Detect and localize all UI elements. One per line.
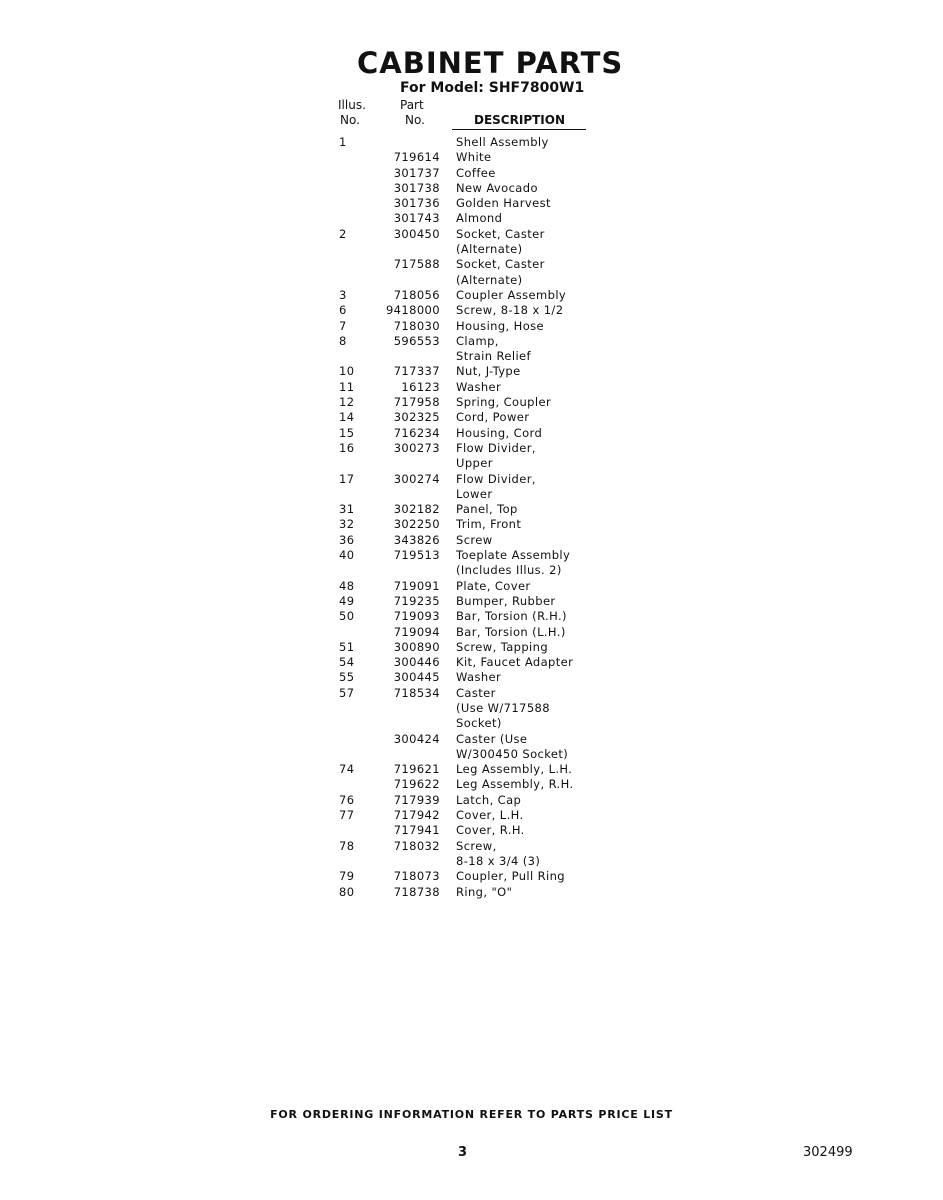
- document-number: 302499: [803, 1145, 853, 1160]
- illus-number: 50: [339, 609, 355, 624]
- table-row: [336, 303, 596, 318]
- part-description: Screw, 8-18 x 1/2: [456, 303, 564, 318]
- part-description: Leg Assembly, L.H.: [456, 762, 573, 777]
- illus-number: [336, 625, 378, 640]
- part-number: [378, 135, 440, 150]
- table-row: [336, 579, 596, 594]
- table-row: [336, 196, 596, 211]
- part-header-bottom: No.: [405, 113, 425, 127]
- part-description: Flow Divider,: [456, 440, 536, 455]
- illus-number: 76: [339, 792, 355, 807]
- part-number: 300445: [393, 670, 440, 685]
- part-number: 16123: [401, 379, 440, 394]
- part-number: 718534: [393, 685, 440, 700]
- table-row: [336, 808, 596, 823]
- part-description: Upper: [456, 456, 493, 471]
- illus-number: 16: [339, 440, 355, 455]
- part-number: 301738: [393, 180, 440, 195]
- illus-number: 49: [339, 593, 355, 608]
- illus-number: [336, 732, 378, 747]
- part-number: 718032: [393, 838, 440, 853]
- illus-number: 7: [339, 318, 347, 333]
- part-number: 718056: [393, 287, 440, 302]
- part-number: 719513: [393, 548, 440, 563]
- illus-number: 36: [339, 532, 355, 547]
- part-number: 300274: [393, 471, 440, 486]
- illus-number: 12: [339, 395, 355, 410]
- part-description: W/300450 Socket): [456, 746, 569, 761]
- table-row: [336, 823, 596, 838]
- table-row: [336, 211, 596, 226]
- table-row: [336, 456, 596, 471]
- part-number: 301743: [393, 211, 440, 226]
- table-row: [336, 472, 596, 487]
- part-number: [378, 747, 440, 762]
- table-row: [336, 716, 596, 731]
- part-description: Caster: [456, 685, 496, 700]
- header-rule: [452, 129, 586, 130]
- illus-number: [336, 747, 378, 762]
- part-number: 717337: [393, 364, 440, 379]
- part-number: 716234: [393, 425, 440, 440]
- part-description: Kit, Faucet Adapter: [456, 655, 574, 670]
- table-row: [336, 273, 596, 288]
- part-number: 302182: [393, 502, 440, 517]
- illus-number: 57: [339, 685, 355, 700]
- illus-number: 78: [339, 838, 355, 853]
- table-row: [336, 502, 596, 517]
- part-number: [378, 273, 440, 288]
- part-description: Plate, Cover: [456, 578, 531, 593]
- part-description: Coffee: [456, 165, 496, 180]
- illus-number: 15: [339, 425, 355, 440]
- part-description: (Includes Illus. 2): [456, 563, 562, 578]
- illus-number: 80: [339, 884, 355, 899]
- part-number: [378, 716, 440, 731]
- illus-number: [336, 196, 378, 211]
- part-number: 717588: [393, 257, 440, 272]
- table-row: [336, 670, 596, 685]
- table-row: [336, 732, 596, 747]
- illus-number: 79: [339, 869, 355, 884]
- part-description: Socket): [456, 716, 502, 731]
- part-number: 719614: [393, 150, 440, 165]
- table-row: [336, 640, 596, 655]
- table-row: [336, 288, 596, 303]
- illus-number: 55: [339, 670, 355, 685]
- illus-number: [336, 166, 378, 181]
- part-header-top: Part: [400, 98, 424, 112]
- illus-number: [336, 349, 378, 364]
- part-description: Screw,: [456, 838, 497, 853]
- part-description: Coupler Assembly: [456, 287, 567, 302]
- part-number: [378, 854, 440, 869]
- part-description: Coupler, Pull Ring: [456, 869, 566, 884]
- illus-number: 51: [339, 639, 355, 654]
- part-number: 301736: [393, 196, 440, 211]
- part-description: Screw, Tapping: [456, 639, 549, 654]
- table-row: [336, 548, 596, 563]
- part-description: Socket, Caster: [456, 257, 545, 272]
- part-description: Cover, L.H.: [456, 808, 524, 823]
- illus-number: 3: [339, 287, 347, 302]
- part-description: Washer: [456, 670, 502, 685]
- illus-header-top: Illus.: [338, 98, 366, 112]
- part-description: Screw: [456, 532, 493, 547]
- part-number: 717958: [393, 395, 440, 410]
- illus-number: [336, 456, 378, 471]
- table-row: [336, 319, 596, 334]
- illus-number: 40: [339, 548, 355, 563]
- illus-number: [336, 257, 378, 272]
- table-row: [336, 625, 596, 640]
- part-description: Washer: [456, 379, 502, 394]
- table-row: [336, 869, 596, 884]
- table-row: [336, 364, 596, 379]
- part-number: 718738: [393, 884, 440, 899]
- part-number: [378, 487, 440, 502]
- table-row: [336, 426, 596, 441]
- illus-number: 54: [339, 655, 355, 670]
- part-number: [378, 242, 440, 257]
- illus-number: [336, 854, 378, 869]
- part-description: Caster (Use: [456, 731, 528, 746]
- part-description: Clamp,: [456, 333, 499, 348]
- illus-number: 11: [339, 379, 355, 394]
- part-description: Housing, Hose: [456, 318, 545, 333]
- part-description: Socket, Caster: [456, 226, 545, 241]
- part-description: Bumper, Rubber: [456, 593, 556, 608]
- part-description: Cord, Power: [456, 410, 530, 425]
- part-description: 8-18 x 3/4 (3): [456, 853, 541, 868]
- table-row: [336, 839, 596, 854]
- model-subtitle: For Model: SHF7800W1: [400, 80, 585, 96]
- table-row: [336, 487, 596, 502]
- table-row: [336, 150, 596, 165]
- part-number: [378, 701, 440, 716]
- part-number: 301737: [393, 165, 440, 180]
- table-row: [336, 517, 596, 532]
- table-row: [336, 410, 596, 425]
- part-description: (Alternate): [456, 242, 523, 257]
- table-row: [336, 762, 596, 777]
- illus-number: [336, 211, 378, 226]
- table-row: [336, 441, 596, 456]
- table-row: [336, 257, 596, 272]
- table-row: [336, 686, 596, 701]
- illus-number: 6: [339, 303, 347, 318]
- illus-header-bottom: No.: [340, 113, 360, 127]
- part-number: 719621: [393, 762, 440, 777]
- illus-number: [336, 273, 378, 288]
- part-description: Spring, Coupler: [456, 395, 552, 410]
- part-description: Leg Assembly, R.H.: [456, 777, 574, 792]
- part-description: Latch, Cap: [456, 792, 522, 807]
- table-row: [336, 334, 596, 349]
- part-number: 300890: [393, 639, 440, 654]
- table-row: [336, 701, 596, 716]
- part-number: 718030: [393, 318, 440, 333]
- table-row: [336, 395, 596, 410]
- part-number: 596553: [393, 333, 440, 348]
- illus-number: [336, 242, 378, 257]
- table-row: [336, 885, 596, 900]
- part-number: 300446: [393, 655, 440, 670]
- part-description: Bar, Torsion (R.H.): [456, 609, 567, 624]
- part-number: 300424: [393, 731, 440, 746]
- illus-number: [336, 487, 378, 502]
- table-row: [336, 655, 596, 670]
- part-number: 9418000: [385, 303, 440, 318]
- parts-list: [336, 135, 596, 900]
- table-row: [336, 747, 596, 762]
- part-description: Ring, "O": [456, 884, 513, 899]
- table-row: [336, 777, 596, 792]
- part-number: 717941: [393, 823, 440, 838]
- ordering-note: FOR ORDERING INFORMATION REFER TO PARTS PRICE LIST: [270, 1108, 673, 1121]
- part-description: Cover, R.H.: [456, 823, 525, 838]
- part-number: 300450: [393, 226, 440, 241]
- part-description: New Avocado: [456, 180, 538, 195]
- part-number: 302250: [393, 517, 440, 532]
- illus-number: 48: [339, 578, 355, 593]
- table-row: [336, 227, 596, 242]
- table-row: [336, 854, 596, 869]
- part-number: 719093: [393, 609, 440, 624]
- illus-number: [336, 823, 378, 838]
- illus-number: [336, 777, 378, 792]
- table-row: [336, 380, 596, 395]
- table-row: [336, 793, 596, 808]
- page-number: 3: [458, 1145, 468, 1160]
- part-description: Toeplate Assembly: [456, 548, 571, 563]
- table-row: [336, 181, 596, 196]
- part-description: Bar, Torsion (L.H.): [456, 624, 566, 639]
- part-number: 717942: [393, 808, 440, 823]
- illus-number: 10: [339, 364, 355, 379]
- table-row: [336, 242, 596, 257]
- part-number: [378, 456, 440, 471]
- part-number: 300273: [393, 440, 440, 455]
- part-description: Golden Harvest: [456, 196, 551, 211]
- part-description: Lower: [456, 486, 493, 501]
- illus-number: [336, 181, 378, 196]
- illus-number: 74: [339, 762, 355, 777]
- part-number: [378, 563, 440, 578]
- part-number: [378, 349, 440, 364]
- table-row: [336, 563, 596, 578]
- part-number: 719094: [393, 624, 440, 639]
- part-description: (Use W/717588: [456, 700, 550, 715]
- illus-number: [336, 563, 378, 578]
- table-row: [336, 135, 596, 150]
- illus-number: [336, 701, 378, 716]
- part-description: Shell Assembly: [456, 135, 549, 149]
- part-description: Almond: [456, 211, 503, 226]
- part-description: Housing, Cord: [456, 425, 543, 440]
- part-number: 719091: [393, 578, 440, 593]
- illus-number: 1: [339, 135, 347, 149]
- part-description: White: [456, 150, 492, 165]
- table-row: [336, 609, 596, 624]
- illus-number: 17: [339, 471, 355, 486]
- illus-number: 8: [339, 333, 347, 348]
- page-title: CABINET PARTS: [357, 46, 624, 80]
- part-description: Trim, Front: [456, 517, 522, 532]
- part-number: 717939: [393, 792, 440, 807]
- table-row: [336, 349, 596, 364]
- part-number: 302325: [393, 410, 440, 425]
- description-header: DESCRIPTION: [474, 113, 566, 127]
- illus-number: [336, 150, 378, 165]
- part-number: 718073: [393, 869, 440, 884]
- part-description: Panel, Top: [456, 502, 518, 517]
- illus-number: [336, 716, 378, 731]
- part-description: Flow Divider,: [456, 471, 536, 486]
- illus-number: 32: [339, 517, 355, 532]
- illus-number: 2: [339, 226, 347, 241]
- part-description: Nut, J-Type: [456, 364, 521, 379]
- table-row: [336, 594, 596, 609]
- illus-number: 14: [339, 410, 355, 425]
- table-row: [336, 533, 596, 548]
- part-number: 719235: [393, 593, 440, 608]
- illus-number: 77: [339, 808, 355, 823]
- part-description: (Alternate): [456, 272, 523, 287]
- illus-number: 31: [339, 502, 355, 517]
- part-description: Strain Relief: [456, 349, 531, 364]
- part-number: 719622: [393, 777, 440, 792]
- part-number: 343826: [393, 532, 440, 547]
- table-row: [336, 166, 596, 181]
